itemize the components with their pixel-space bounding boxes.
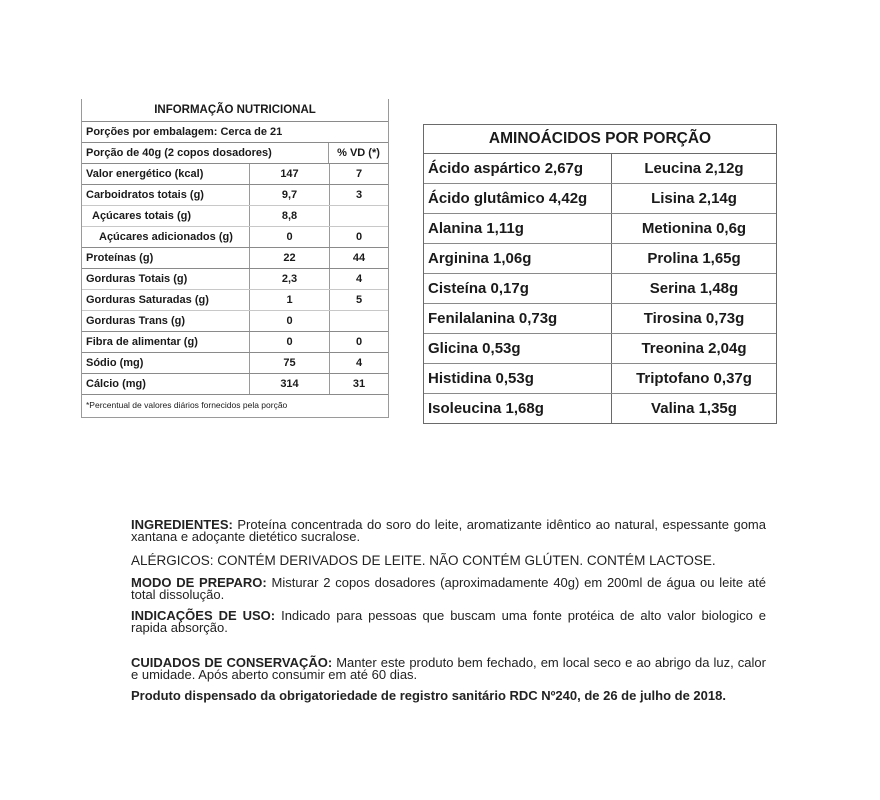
nutrient-label: Açúcares adicionados (g): [82, 227, 250, 247]
storage-body: Manter este produto bem fechado, em local seco e ao abrigo da luz, calor e umidade. Após aberto consumir em até 60 dias.: [131, 655, 766, 682]
amino-table-title: AMINOÁCIDOS POR PORÇÃO: [424, 125, 776, 154]
nutrient-vd: [330, 206, 388, 226]
amino-row: [424, 304, 776, 334]
nutrient-vd: 44: [352, 252, 366, 264]
nutrient-amount: 75: [250, 353, 330, 373]
nutrient-row: [82, 311, 388, 332]
amino-row: [424, 154, 776, 184]
nutrient-label: Açúcares totais (g): [82, 206, 250, 226]
nutrition-facts-table: [81, 99, 389, 418]
nutrient-row: [82, 164, 388, 185]
nutrient-row: [82, 227, 388, 248]
nutrient-label: Proteínas (g): [82, 248, 250, 268]
nutrient-amount: 0: [250, 332, 330, 352]
amino-row: [424, 334, 776, 364]
nutrient-row: [82, 206, 388, 227]
nutrient-amount: 0: [250, 227, 330, 247]
serving-size-row: [82, 143, 388, 164]
amino-right-cell: Prolina 1,65g: [647, 250, 741, 267]
nutrient-vd: 0: [355, 336, 363, 348]
nutrient-vd: 31: [352, 378, 366, 390]
servings-per-package: Porções por embalagem: Cerca de 21: [86, 126, 283, 138]
nutrient-label: Gorduras Totais (g): [82, 269, 250, 289]
nutrient-amount: 22: [250, 248, 330, 268]
amino-acids-table: [423, 124, 777, 424]
preparation-paragraph: [131, 577, 766, 601]
amino-right-cell: Metionina 0,6g: [641, 220, 747, 237]
nutrient-row: [82, 332, 388, 353]
usage-body: Indicado para pessoas que buscam uma fonte protéica de alto valor biologico e rapida absorção.: [131, 608, 766, 635]
nutrient-vd: 3: [355, 189, 363, 201]
amino-left-cell: Arginina 1,06g: [424, 244, 612, 273]
storage-label: CUIDADOS DE CONSERVAÇÃO:: [131, 655, 333, 670]
storage-paragraph: [131, 657, 766, 681]
amino-row: [424, 364, 776, 394]
nutrient-amount: 9,7: [250, 185, 330, 205]
nutrient-label: Valor energético (kcal): [82, 164, 250, 184]
nutrient-amount: 8,8: [250, 206, 330, 226]
usage-paragraph: [131, 610, 766, 634]
nutrient-amount: 147: [250, 164, 330, 184]
amino-left-cell: Fenilalanina 0,73g: [424, 304, 612, 333]
vd-header: % VD (*): [337, 147, 380, 159]
amino-row: [424, 184, 776, 214]
servings-per-package-row: [82, 122, 388, 143]
amino-right-cell: Leucina 2,12g: [644, 160, 744, 177]
nutrient-row: [82, 269, 388, 290]
allergens-paragraph: ALÉRGICOS: CONTÉM DERIVADOS DE LEITE. NÃO CONTÉM GLÚTEN. CONTÉM LACTOSE.: [131, 553, 716, 568]
nutrient-amount: 0: [250, 311, 330, 331]
nutrient-amount: 314: [250, 374, 330, 394]
nutrient-label: Gorduras Saturadas (g): [82, 290, 250, 310]
nutrient-vd: 4: [355, 273, 363, 285]
nutrient-vd: 7: [355, 168, 363, 180]
nutrient-label: Fibra de alimentar (g): [82, 332, 250, 352]
ingredients-paragraph: [131, 519, 766, 543]
nutrient-vd: 0: [355, 231, 363, 243]
serving-size: Porção de 40g (2 copos dosadores): [82, 143, 329, 163]
amino-right-cell: Tirosina 0,73g: [643, 310, 745, 327]
amino-left-cell: Ácido aspártico 2,67g: [424, 154, 612, 183]
nutrient-vd: [330, 311, 388, 331]
amino-left-cell: Ácido glutâmico 4,42g: [424, 184, 612, 213]
amino-right-cell: Valina 1,35g: [651, 400, 737, 417]
nutrient-amount: 1: [250, 290, 330, 310]
nutrition-table-title: INFORMAÇÃO NUTRICIONAL: [82, 99, 388, 122]
nutrient-row: [82, 248, 388, 269]
amino-left-cell: Cisteína 0,17g: [424, 274, 612, 303]
nutrient-row: [82, 185, 388, 206]
nutrient-row: [82, 353, 388, 374]
amino-left-cell: Isoleucina 1,68g: [424, 394, 612, 423]
nutrient-label: Gorduras Trans (g): [82, 311, 250, 331]
amino-right-cell: Treonina 2,04g: [641, 340, 747, 357]
nutrient-row: [82, 374, 388, 395]
amino-row: [424, 214, 776, 244]
nutrient-row: [82, 290, 388, 311]
ingredients-body: Proteína concentrada do soro do leite, aromatizante idêntico ao natural, espessante goma xantana e adoçante dietético sucralose.: [131, 517, 766, 544]
amino-row: [424, 274, 776, 304]
amino-left-cell: Histidina 0,53g: [424, 364, 612, 393]
amino-left-cell: Glicina 0,53g: [424, 334, 612, 363]
nutrient-label: Cálcio (mg): [82, 374, 250, 394]
nutrient-vd: 5: [355, 294, 363, 306]
usage-label: INDICAÇÕES DE USO:: [131, 608, 276, 623]
amino-right-cell: Serina 1,48g: [649, 280, 739, 297]
amino-row: [424, 244, 776, 274]
amino-right-cell: Lisina 2,14g: [651, 190, 737, 207]
registration-notice: Produto dispensado da obrigatoriedade de registro sanitário RDC Nº240, de 26 de julho de 2018.: [131, 688, 726, 703]
amino-left-cell: Alanina 1,11g: [424, 214, 612, 243]
nutrient-label: Sódio (mg): [82, 353, 250, 373]
nutrient-vd: 4: [355, 357, 363, 369]
amino-right-cell: Triptofano 0,37g: [636, 370, 752, 387]
nutrient-label: Carboidratos totais (g): [82, 185, 250, 205]
amino-row: [424, 394, 776, 423]
preparation-label: MODO DE PREPARO:: [131, 575, 267, 590]
preparation-body: Misturar 2 copos dosadores (aproximadamente 40g) em 200ml de água ou leite até total dissolução.: [131, 575, 766, 602]
ingredients-label: INGREDIENTES:: [131, 517, 233, 532]
nutrient-amount: 2,3: [250, 269, 330, 289]
nutrition-footnote: *Percentual de valores diários fornecidos pela porção: [86, 400, 288, 410]
